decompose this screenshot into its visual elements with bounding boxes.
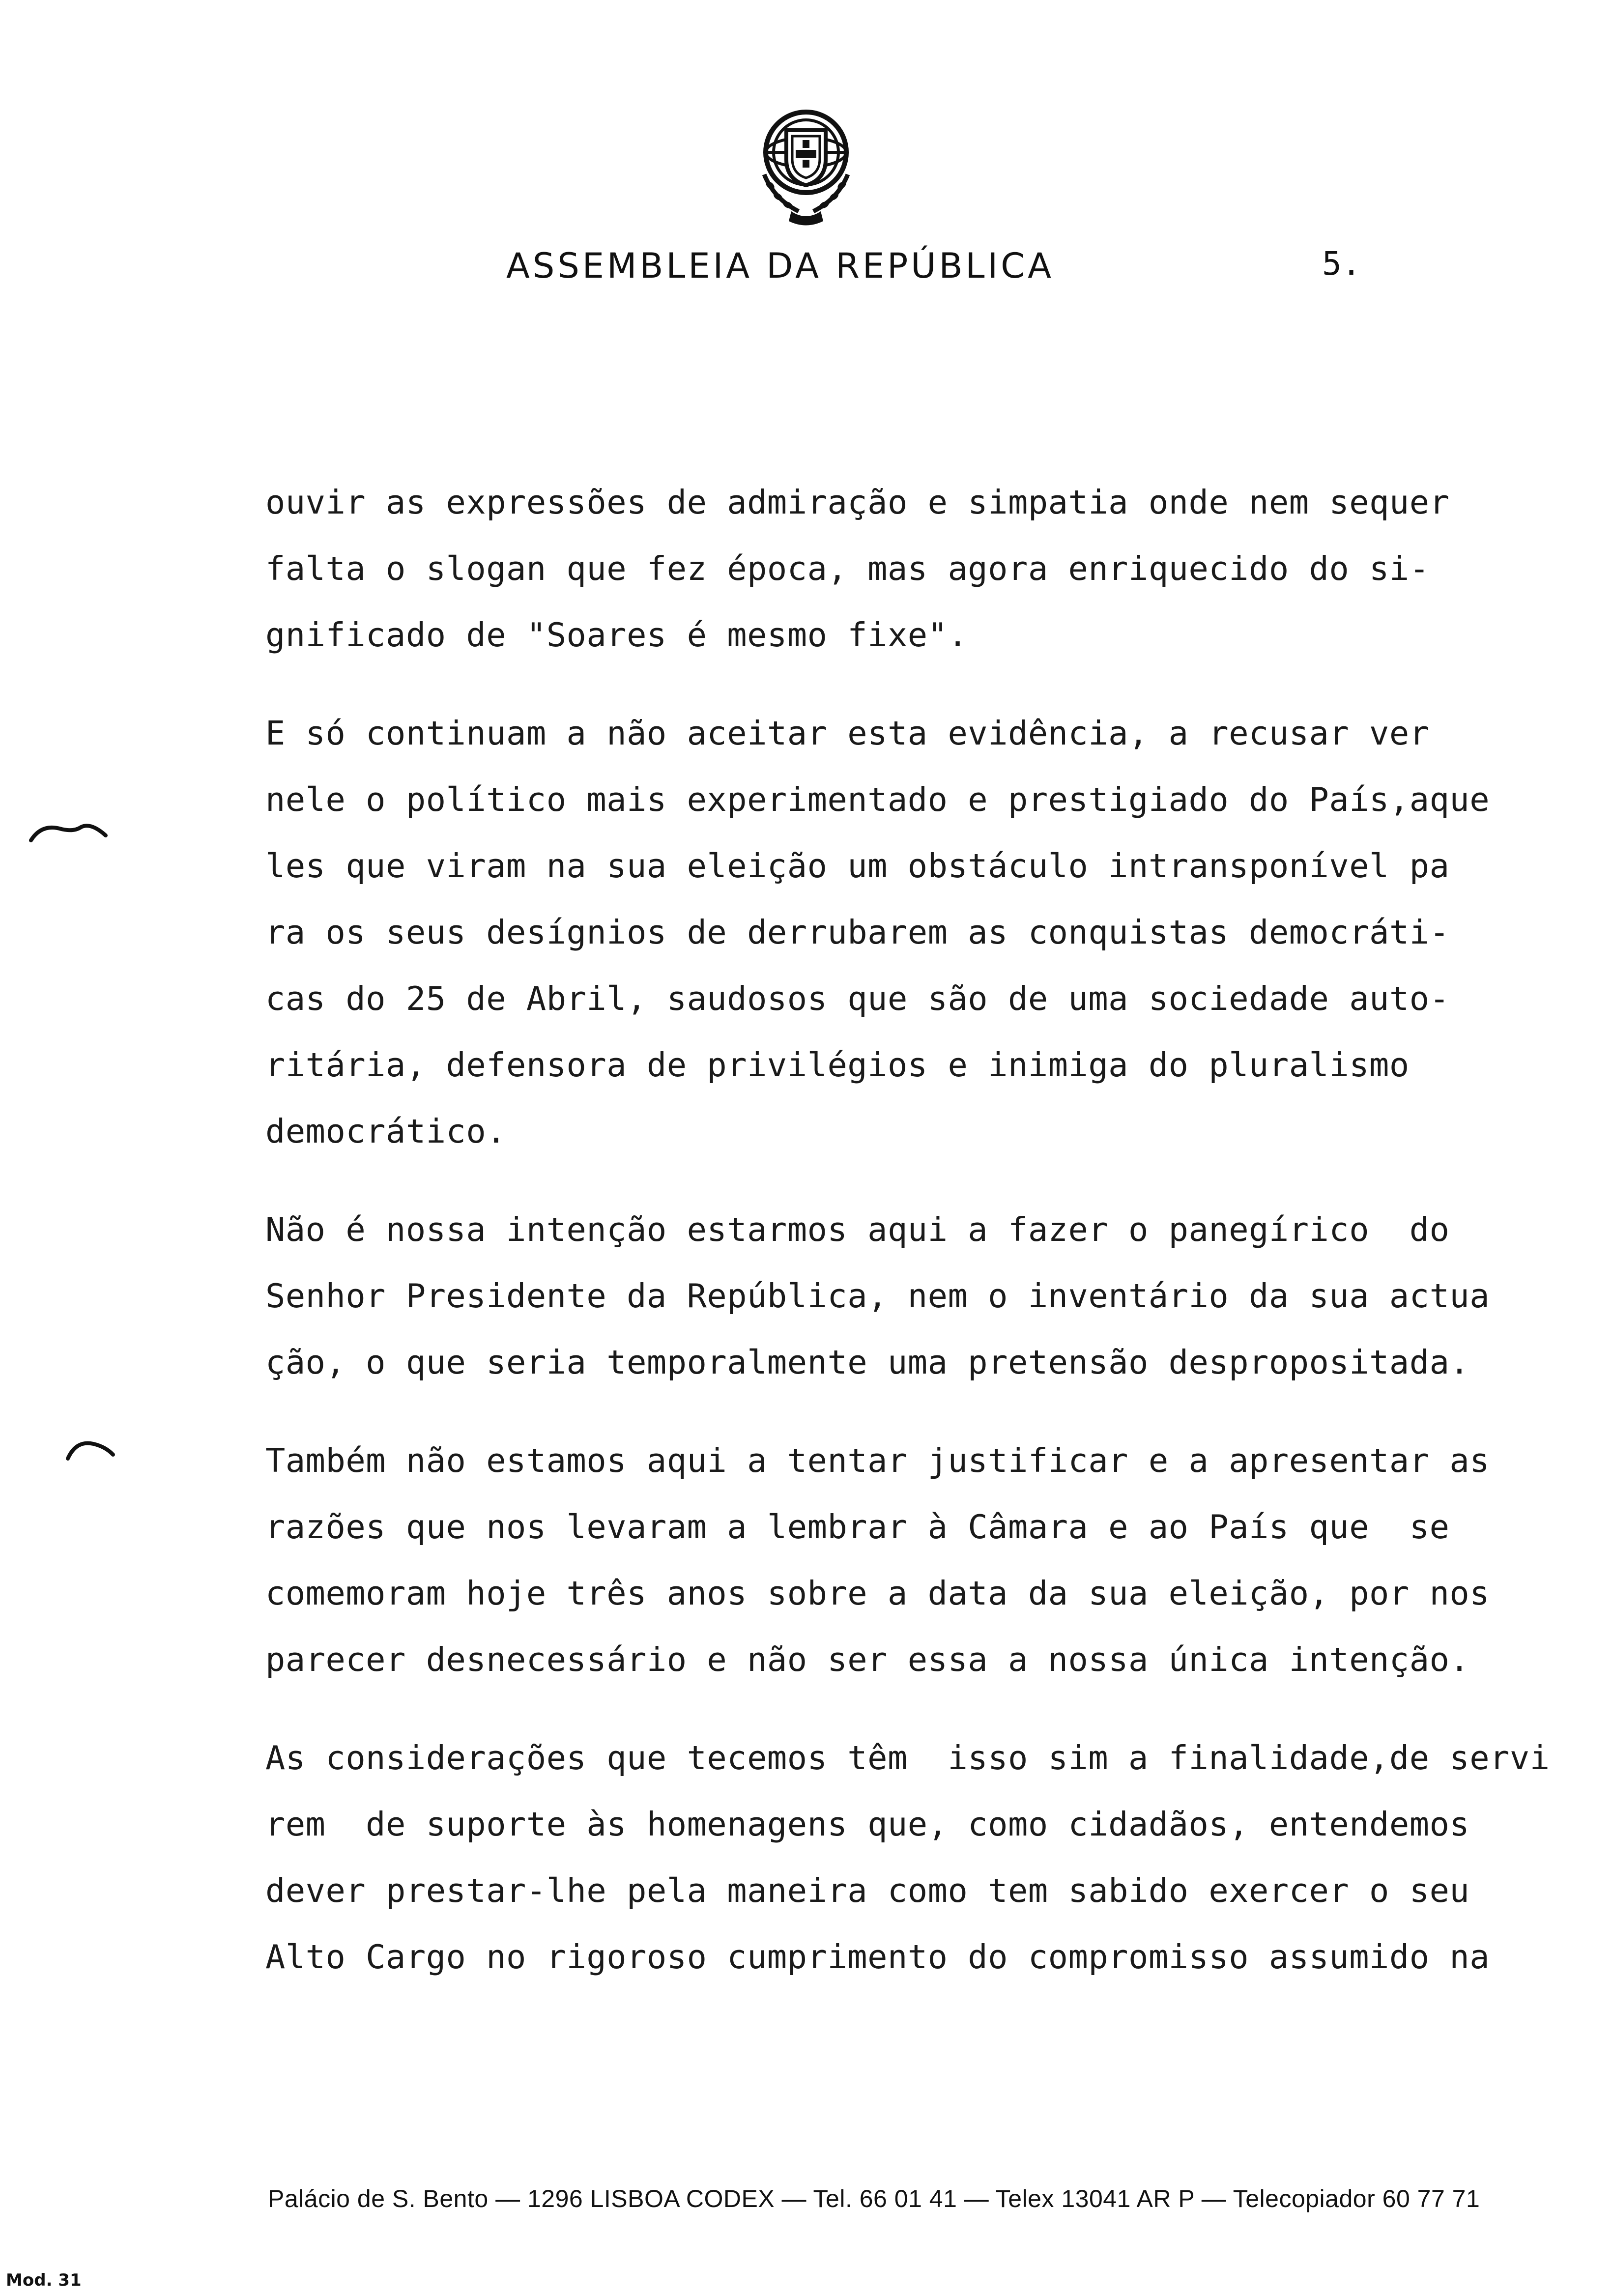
text-line: ra os seus desígnios de derrubarem as conquistas democráti- [265, 913, 1450, 951]
text-line: Não é nossa intenção estarmos aqui a fazer o panegírico do [265, 1210, 1450, 1249]
paragraph [265, 1725, 1592, 1990]
page-number: 5. [1322, 245, 1361, 283]
coat-of-arms-icon [745, 101, 867, 229]
text-line: ouvir as expressões de admiração e simpatia onde nem sequer [265, 483, 1450, 521]
header-title: ASSEMBLEIA DA REPÚBLICA [506, 246, 1054, 286]
text-line: Senhor Presidente da República, nem o inventário da sua actua [265, 1277, 1490, 1315]
text-line: les que viram na sua eleição um obstáculo intransponível pa [265, 847, 1450, 885]
form-code: Mod. 31 [6, 2270, 82, 2290]
text-line: ção, o que seria temporalmente uma pretensão despropositada. [265, 1343, 1470, 1381]
text-line: gnificado de "Soares é mesmo fixe". [265, 616, 968, 654]
text-line: comemoram hoje três anos sobre a data da sua eleição, por nos [265, 1574, 1490, 1612]
text-line: Também não estamos aqui a tentar justificar e a apresentar as [265, 1441, 1490, 1480]
text-line: As considerações que tecemos têm isso sim a finalidade,de servi [265, 1739, 1550, 1777]
paragraph [265, 469, 1592, 668]
text-line: democrático. [265, 1112, 507, 1150]
text-line: ritária, defensora de privilégios e inimiga do pluralismo [265, 1046, 1410, 1084]
text-line: dever prestar-lhe pela maneira como tem sabido exercer o seu [265, 1871, 1470, 1910]
paragraph [265, 1197, 1592, 1396]
document-body [265, 469, 1592, 2022]
margin-mark-icon [64, 1435, 118, 1464]
text-line: parecer desnecessário e não ser essa a nossa única intenção. [265, 1640, 1470, 1679]
text-line: nele o político mais experimentado e prestigiado do País,aque [265, 780, 1490, 819]
paragraph [265, 700, 1592, 1165]
text-line: Alto Cargo no rigoroso cumprimento do compromisso assumido na [265, 1938, 1490, 1976]
text-line: falta o slogan que fez época, mas agora enriquecido do si- [265, 549, 1430, 588]
text-line: cas do 25 de Abril, saudosos que são de uma sociedade auto- [265, 979, 1450, 1018]
paragraph [265, 1428, 1592, 1693]
text-line: rem de suporte às homenagens que, como cidadãos, entendemos [265, 1805, 1470, 1843]
margin-mark-icon [27, 818, 111, 848]
text-line: razões que nos levaram a lembrar à Câmara e ao País que se [265, 1508, 1450, 1546]
footer-address: Palácio de S. Bento — 1296 LISBOA CODEX — Tel. 66 01 41 — Telex 13041 AR P — Telecopiador 60 77 71 [268, 2185, 1480, 2212]
text-line: E só continuam a não aceitar esta evidência, a recusar ver [265, 714, 1430, 752]
